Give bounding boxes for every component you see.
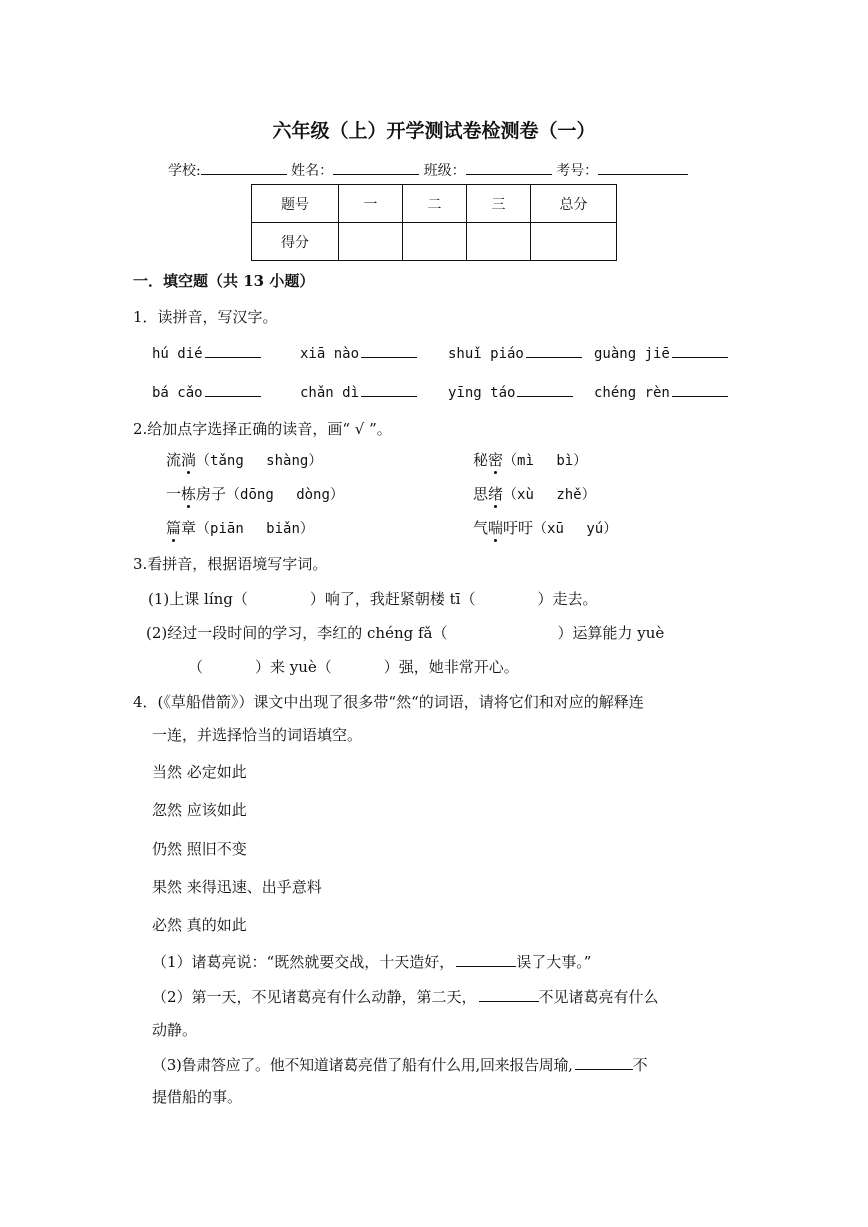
q2-item[interactable]: 秘密（mì bì） — [473, 451, 588, 469]
q4-sentence3: （3)鲁肃答应了。他不知道诸葛亮借了船有什么用,回来报告周瑜, 不 — [152, 1056, 648, 1074]
q3-sentence1: (1)上课 líng（ ）响了，我赶紧朝楼 tī（ ）走去。 — [148, 590, 598, 608]
pinyin-item: guàng jiē — [594, 346, 670, 362]
q2-item[interactable]: 篇章（piān biǎn） — [166, 519, 314, 537]
answer-blank[interactable] — [205, 382, 261, 397]
pinyin-item: bá cǎo — [152, 385, 203, 401]
pinyin-item: xiā nào — [300, 346, 360, 362]
q3-stem: 3.看拼音，根据语境写字词。 — [133, 555, 328, 573]
score-cell[interactable] — [531, 223, 617, 261]
q1-row2 — [152, 382, 728, 401]
q4-sentence3-cont: 提借船的事。 — [152, 1088, 243, 1106]
pinyin-item: yīng táo — [448, 385, 516, 401]
number-blank[interactable] — [598, 160, 688, 175]
page-title: 六年级（上）开学测试卷检测卷（一） — [272, 120, 596, 142]
q4-sentence2-cont: 动静。 — [152, 1021, 198, 1039]
answer-blank[interactable] — [479, 987, 539, 1002]
q3-sentence2: (2)经过一段时间的学习，李红的 chéng fǎ（ ）运算能力 yuè — [146, 624, 665, 642]
pinyin-item: chǎn dì — [300, 385, 360, 401]
q4-stem: 4．(《草船借箭》）课文中出现了很多带“然“的词语，请将它们和对应的解释连 — [133, 693, 644, 711]
school-label: 学校: — [168, 163, 201, 179]
number-label: 考号： — [556, 163, 599, 179]
class-label: 班级： — [423, 163, 466, 179]
q4-pair[interactable]: 当然 必定如此 — [152, 763, 247, 781]
score-table-header: 三 — [467, 185, 531, 223]
score-table-header: 总分 — [531, 185, 617, 223]
q2-stem: 2.给加点字选择正确的读音，画“ √ ”。 — [133, 420, 392, 438]
score-cell[interactable] — [467, 223, 531, 261]
section-heading: 一．填空题（共 13 小题） — [133, 272, 315, 290]
q4-pair[interactable]: 仍然 照旧不变 — [152, 840, 247, 858]
q1-row1 — [152, 343, 728, 362]
q4-sentence1: （1）诸葛亮说：“既然就要交战，十天造好， 误了大事。” — [152, 953, 592, 971]
q3-sentence2-cont: （ ）来 yuè（ ）强，她非常开心。 — [188, 658, 519, 676]
score-table-header: 二 — [403, 185, 467, 223]
score-cell[interactable] — [339, 223, 403, 261]
answer-blank[interactable] — [361, 343, 417, 358]
name-blank[interactable] — [333, 160, 419, 175]
q2-item[interactable]: 气喘吁吁（xū yú） — [473, 519, 618, 537]
q4-pair[interactable]: 果然 来得迅速、出乎意料 — [152, 878, 322, 896]
q2-item[interactable]: 流淌（tǎng shàng） — [166, 451, 323, 469]
score-table-header-row — [252, 185, 617, 223]
q4-pair[interactable]: 必然 真的如此 — [152, 916, 247, 934]
answer-blank[interactable] — [526, 343, 582, 358]
student-info-line — [168, 160, 688, 180]
school-blank[interactable] — [201, 160, 287, 175]
score-table-header: 题号 — [252, 185, 339, 223]
class-blank[interactable] — [466, 160, 552, 175]
q1-stem: 1．读拼音，写汉字。 — [133, 308, 278, 326]
score-row-label: 得分 — [252, 223, 339, 261]
answer-blank[interactable] — [517, 382, 573, 397]
name-label: 姓名： — [291, 163, 334, 179]
pinyin-item: chéng rèn — [594, 385, 670, 401]
answer-blank[interactable] — [672, 382, 728, 397]
q4-stem-cont: 一连，并选择恰当的词语填空。 — [152, 726, 363, 744]
pinyin-item: shuǐ piáo — [448, 346, 524, 362]
q2-item[interactable]: 思绪（xù zhě） — [473, 485, 596, 503]
answer-blank[interactable] — [205, 343, 261, 358]
pinyin-item: hú dié — [152, 346, 203, 362]
score-table-row — [252, 223, 617, 261]
q4-sentence2: （2）第一天，不见诸葛亮有什么动静，第二天， 不见诸葛亮有什么 — [152, 988, 659, 1006]
score-cell[interactable] — [403, 223, 467, 261]
answer-blank[interactable] — [361, 382, 417, 397]
answer-blank[interactable] — [672, 343, 728, 358]
score-table — [251, 184, 617, 261]
q4-pair[interactable]: 忽然 应该如此 — [152, 801, 247, 819]
q2-item[interactable]: 一栋房子（dōng dòng） — [166, 485, 344, 503]
answer-blank[interactable] — [575, 1055, 633, 1070]
answer-blank[interactable] — [456, 952, 516, 967]
score-table-header: 一 — [339, 185, 403, 223]
